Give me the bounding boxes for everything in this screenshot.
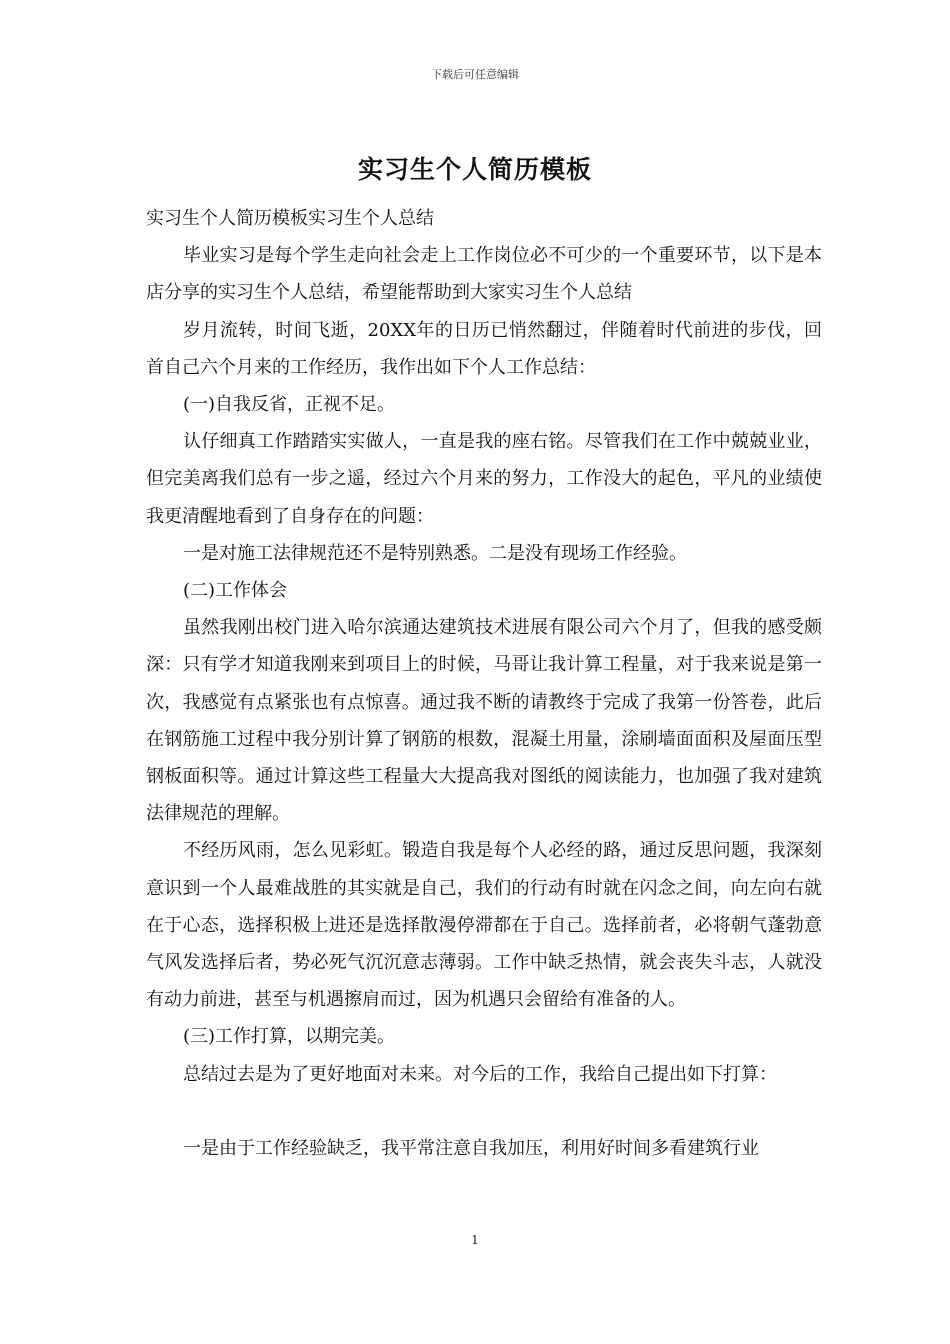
body-paragraph: 虽然我刚出校门进入哈尔滨通达建筑技术进展有限公司六个月了，但我的感受颇深：只有学才知道我刚来到项目上的时候，马哥让我计算工程量，对于我来说是第一次，我感觉有点紧张也有点惊喜。通过我不断的请教终于完成了我第一份答卷，此后在钢筋施工过程中我分别计算了钢筋的根数，混凝土用量，涂刷墙面面积及屋面压型钢板面积等。通过计算这些工程量大大提高我对图纸的阅读能力，也加强了我对建筑法律规范的理解。 [146,617,822,825]
section-heading-3: (三)工作打算，以期完美。 [183,1026,396,1048]
document-title: 实习生个人简历模板 [357,155,592,184]
subtitle-paragraph: 实习生个人简历模板实习生个人总结 [146,208,434,229]
page-number: 1 [471,1233,479,1247]
intro-paragraph: 毕业实习是每个学生走向社会走上工作岗位必不可少的一个重要环节，以下是本店分享的实习生个人总结，希望能帮助到大家实习生个人总结 [146,245,822,304]
page-header-note: 下载后可任意编辑 [431,68,519,81]
section-heading-2: (二)工作体会 [183,580,288,602]
opening-paragraph: 岁月流转，时间飞逝，20XX年的日历已悄然翻过，伴随着时代前进的步伐，回首自己六个月来的工作经历，我作出如下个人工作总结： [146,319,822,378]
body-paragraph: 一是由于工作经验缺乏，我平常注意自我加压，利用好时间多看建筑行业 [183,1137,759,1159]
body-paragraph: 认仔细真工作踏踏实实做人，一直是我的座右铭。尽管我们在工作中兢兢业业，但完美离我们总有一步之遥，经过六个月来的努力，工作没大的起色，平凡的业绩使我更清醒地看到了自身存在的问题： [146,431,822,527]
body-paragraph: 总结过去是为了更好地面对未来。对今后的工作，我给自己提出如下打算： [183,1063,777,1085]
body-paragraph: 一是对施工法律规范还不是特别熟悉。二是没有现场工作经验。 [183,542,687,564]
document-body [146,200,822,1167]
section-heading-1: (一)自我反省，正视不足。 [183,394,396,416]
body-paragraph: 不经历风雨，怎么见彩虹。锻造自我是每个人必经的路，通过反思问题，我深刻意识到一个人最难战胜的其实就是自己，我们的行动有时就在闪念之间，向左向右就在于心态，选择积极上进还是选择散漫停滞都在于自己。选择前者，必将朝气蓬勃意气风发选择后者，势必死气沉沉意志薄弱。工作中缺乏热情，就会丧失斗志，人就没有动力前进，甚至与机遇擦肩而过，因为机遇只会留给有准备的人。 [146,840,822,1011]
